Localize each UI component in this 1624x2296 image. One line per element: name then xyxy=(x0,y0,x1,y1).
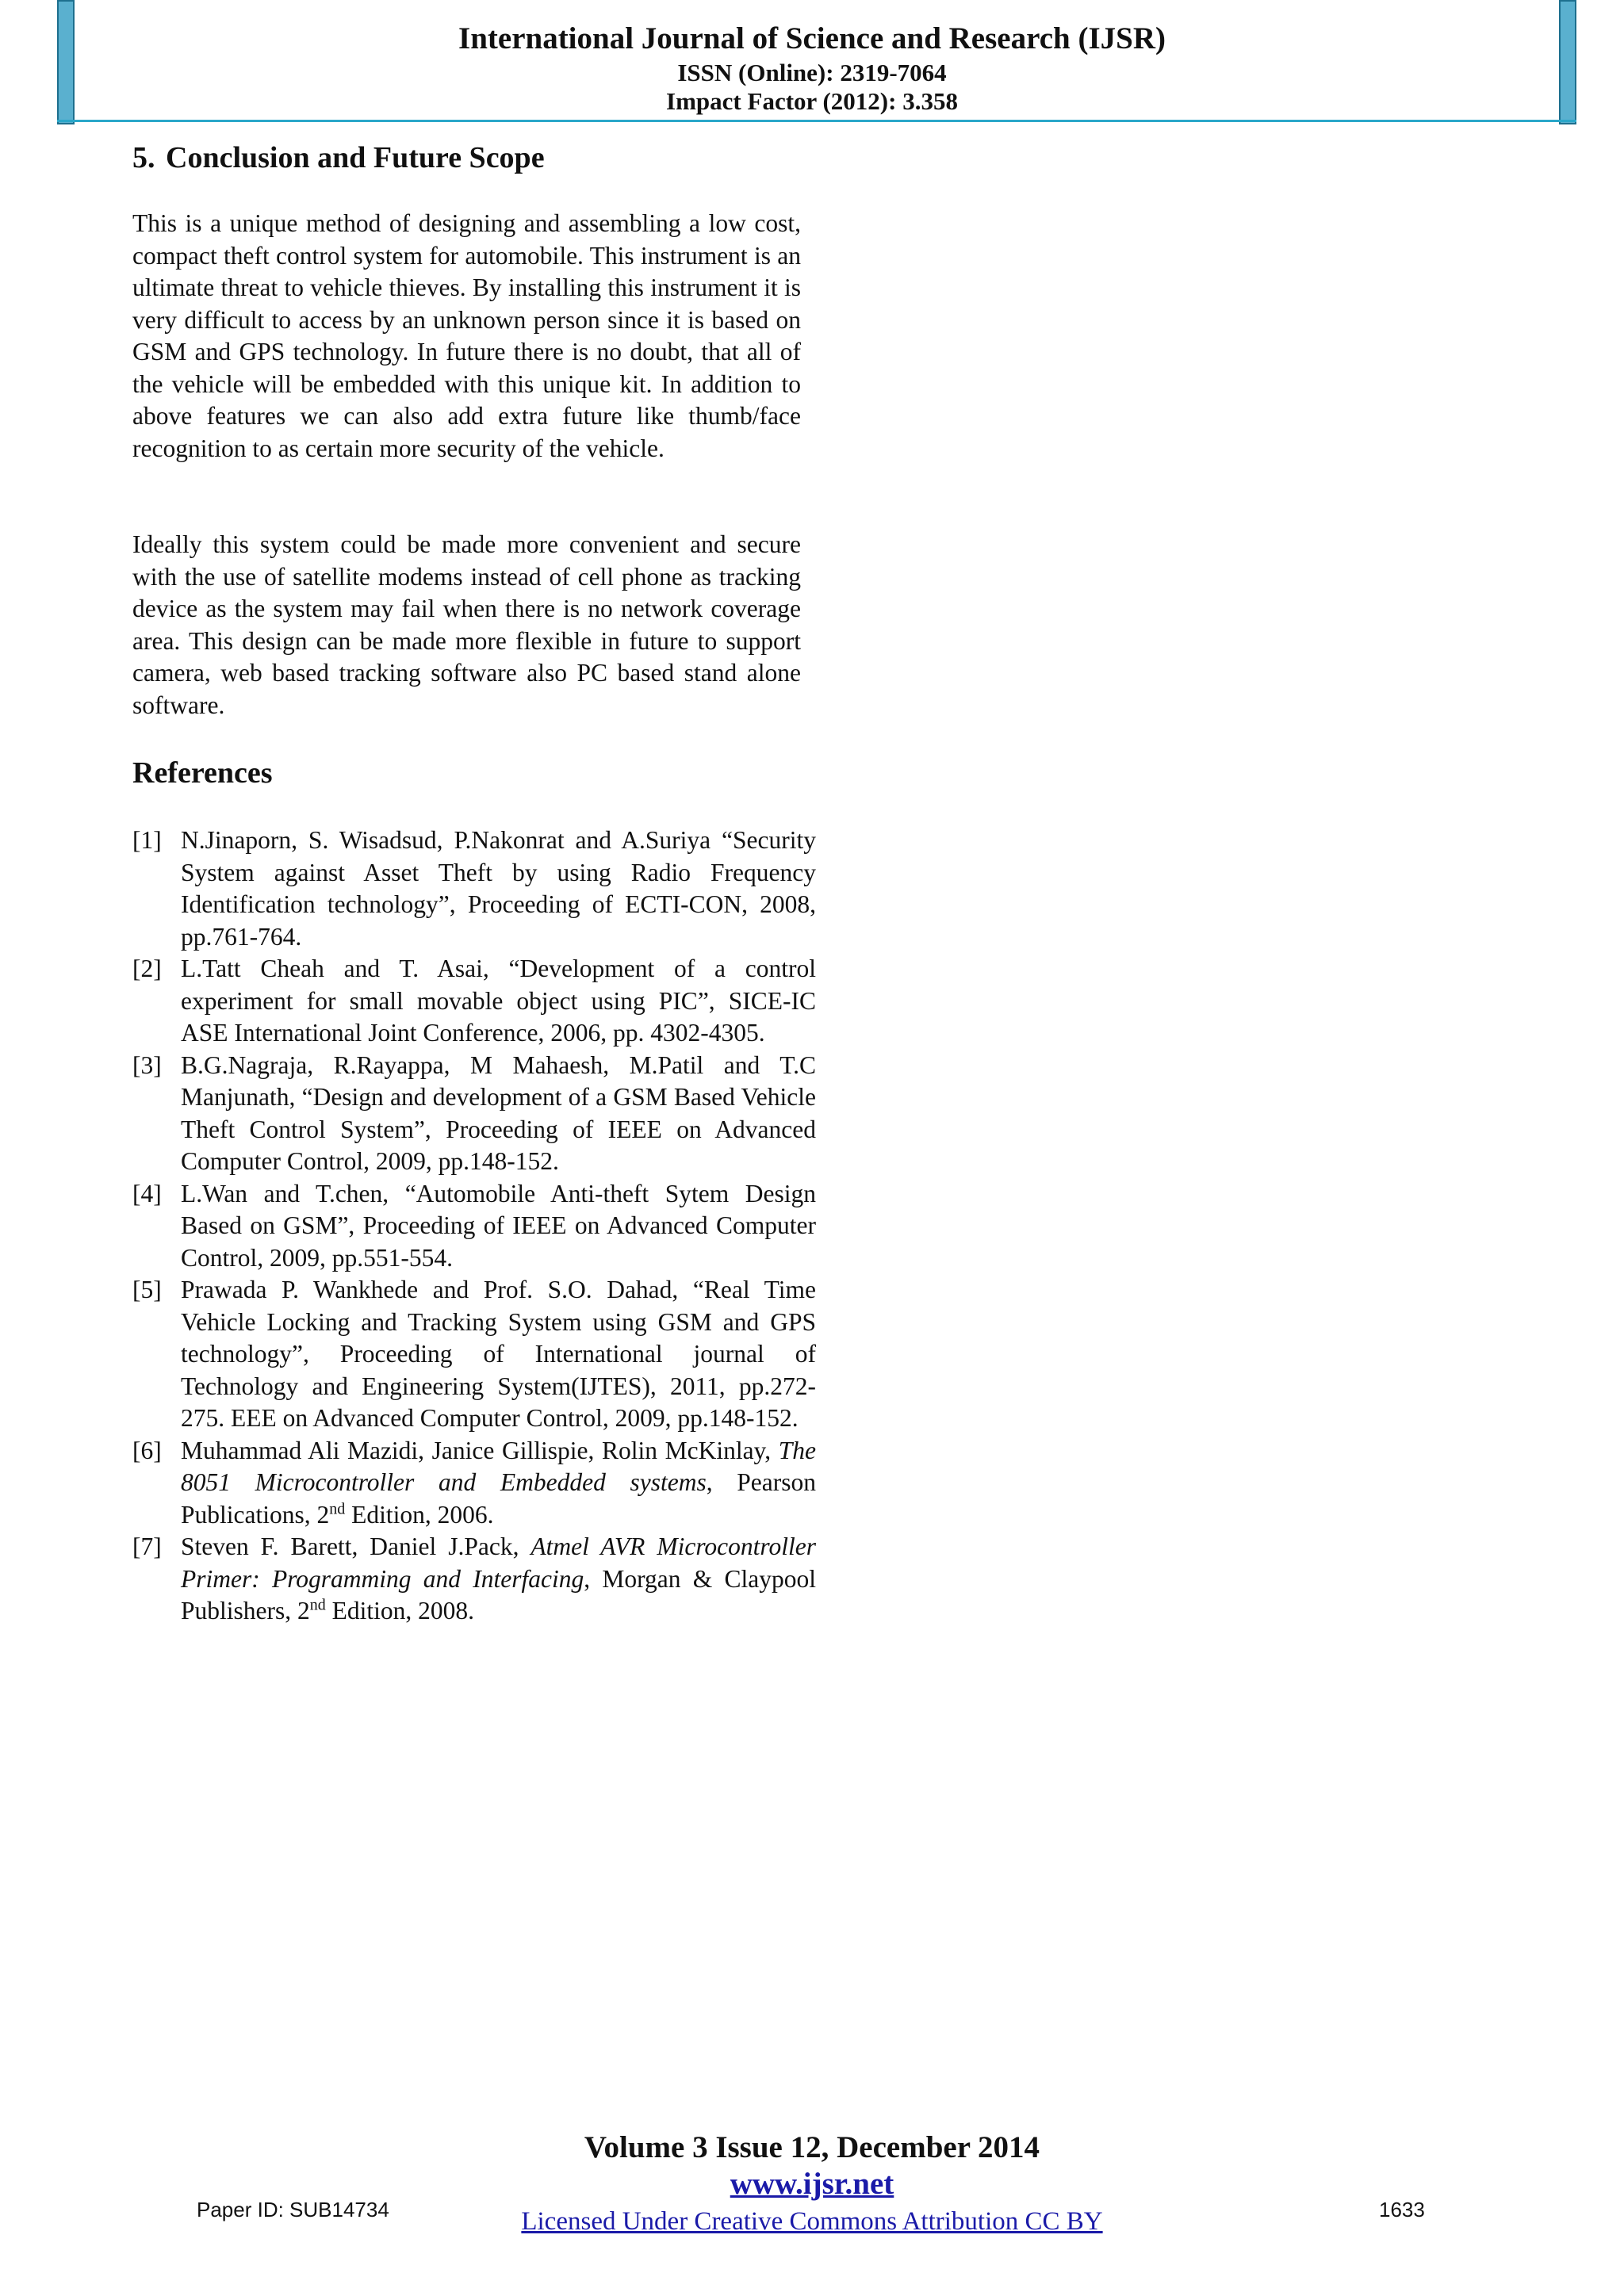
reference-text: N.Jinaporn, S. Wisadsud, P.Nakonrat and A.Suriya “Security System against Asset Theft by using Radio Frequency Identification technology”, Proceeding of ECTI-CON, 2008, pp.761-764. xyxy=(181,826,816,951)
journal-title: International Journal of Science and Research (IJSR) xyxy=(458,21,1166,55)
references-list xyxy=(132,825,816,1628)
reference-item xyxy=(132,1435,816,1532)
reference-item xyxy=(132,1531,816,1628)
paragraph: This is a unique method of designing and assembling a low cost, compact theft control system for automobile. This instrument is an ultimate threat to vehicle thieves. By installing this instrument it is very difficult to access by an unknown person since it is based on GSM and GPS technology. In future there is no doubt, that all of the vehicle will be embedded with this unique kit. In addition to above features we can also add extra future like thumb/face recognition to as certain more security of the vehicle. xyxy=(132,209,801,462)
reference-index: [1] xyxy=(132,826,162,854)
references-heading-block xyxy=(132,755,801,791)
journal-issn: ISSN (Online): 2319-7064 xyxy=(677,59,947,86)
reference-index: [4] xyxy=(132,1179,162,1207)
paragraph: Ideally this system could be made more convenient and secure with the use of satellite modems instead of cell phone as tracking device as the system may fail when there is no network coverage area. This design can be made more flexible in future to support camera, web based tracking software also PC based stand alone software. xyxy=(132,530,801,719)
section-number: 5. xyxy=(132,141,155,174)
footer-volume: Volume 3 Issue 12, December 2014 xyxy=(584,2130,1040,2164)
reference-item xyxy=(132,1274,816,1435)
reference-item xyxy=(132,953,816,1050)
section-conclusion xyxy=(132,140,801,176)
reference-text: B.G.Nagraja, R.Rayappa, M Mahaesh, M.Patil and T.C Manjunath, “Design and development of a GSM Based Vehicle Theft Control System”, Proceeding of IEEE on Advanced Computer Control, 2009, pp.148-152. xyxy=(181,1050,816,1175)
reference-index: [5] xyxy=(132,1276,162,1303)
references-title: References xyxy=(132,756,273,790)
journal-impact-factor: Impact Factor (2012): 3.358 xyxy=(666,87,958,115)
footer-paper-id: Paper ID: SUB14734 xyxy=(197,2198,389,2221)
reference-book-title: The 8051 Microcontroller and Embedded systems xyxy=(181,1436,816,1496)
reference-authors: Steven F. Barett, Daniel J.Pack, xyxy=(181,1533,531,1560)
conclusion-paragraph-2 xyxy=(132,529,801,721)
reference-publisher: , Pearson Publications, 2 xyxy=(181,1468,816,1529)
reference-text: L.Tatt Cheah and T. Asai, “Development of a control experiment for small movable object using PIC”, SICE-IC ASE International Joint Conference, 2006, pp. 4302-4305. xyxy=(181,955,816,1047)
reference-edition-suffix: nd xyxy=(329,1500,346,1517)
reference-year: Edition, 2006. xyxy=(345,1500,494,1529)
reference-edition-suffix: nd xyxy=(309,1596,326,1614)
reference-index: [6] xyxy=(132,1436,162,1464)
reference-year: Edition, 2008. xyxy=(325,1597,475,1624)
footer-license-link[interactable]: Licensed Under Creative Commons Attribution CC BY xyxy=(521,2207,1103,2236)
journal-header xyxy=(0,19,1624,116)
reference-index: [2] xyxy=(132,955,162,982)
reference-text xyxy=(181,1435,816,1532)
reference-authors: Muhammad Ali Mazidi, Janice Gillispie, Rolin McKinlay, xyxy=(181,1436,779,1464)
reference-item xyxy=(132,825,816,953)
reference-index: [7] xyxy=(132,1533,162,1560)
reference-item xyxy=(132,1050,816,1178)
footer-website-link[interactable]: www.ijsr.net xyxy=(730,2167,894,2201)
reference-item xyxy=(132,1178,816,1275)
header-rule xyxy=(57,120,1576,122)
reference-text: L.Wan and T.chen, “Automobile Anti-theft Sytem Design Based on GSM”, Proceeding of IEEE on Advanced Computer Control, 2009, pp.551-554. xyxy=(181,1179,816,1272)
section-heading xyxy=(132,140,801,176)
section-title: Conclusion and Future Scope xyxy=(166,141,545,174)
reference-text xyxy=(181,1531,816,1628)
reference-index: [3] xyxy=(132,1050,162,1079)
reference-publisher: , Morgan & Claypool Publishers, 2 xyxy=(181,1564,816,1624)
reference-book-title: Atmel AVR Microcontroller Primer: Programming and Interfacing xyxy=(181,1533,816,1593)
reference-text: Prawada P. Wankhede and Prof. S.O. Dahad, “Real Time Vehicle Locking and Tracking System using GSM and GPS technology”, Proceeding of International journal of Technology and Engineering System(IJTES), 2011, pp.272-275. EEE on Advanced Computer Control, 2009, pp.148-152. xyxy=(181,1276,816,1432)
footer-page-number: 1633 xyxy=(1379,2198,1425,2221)
conclusion-paragraph-1 xyxy=(132,208,801,465)
